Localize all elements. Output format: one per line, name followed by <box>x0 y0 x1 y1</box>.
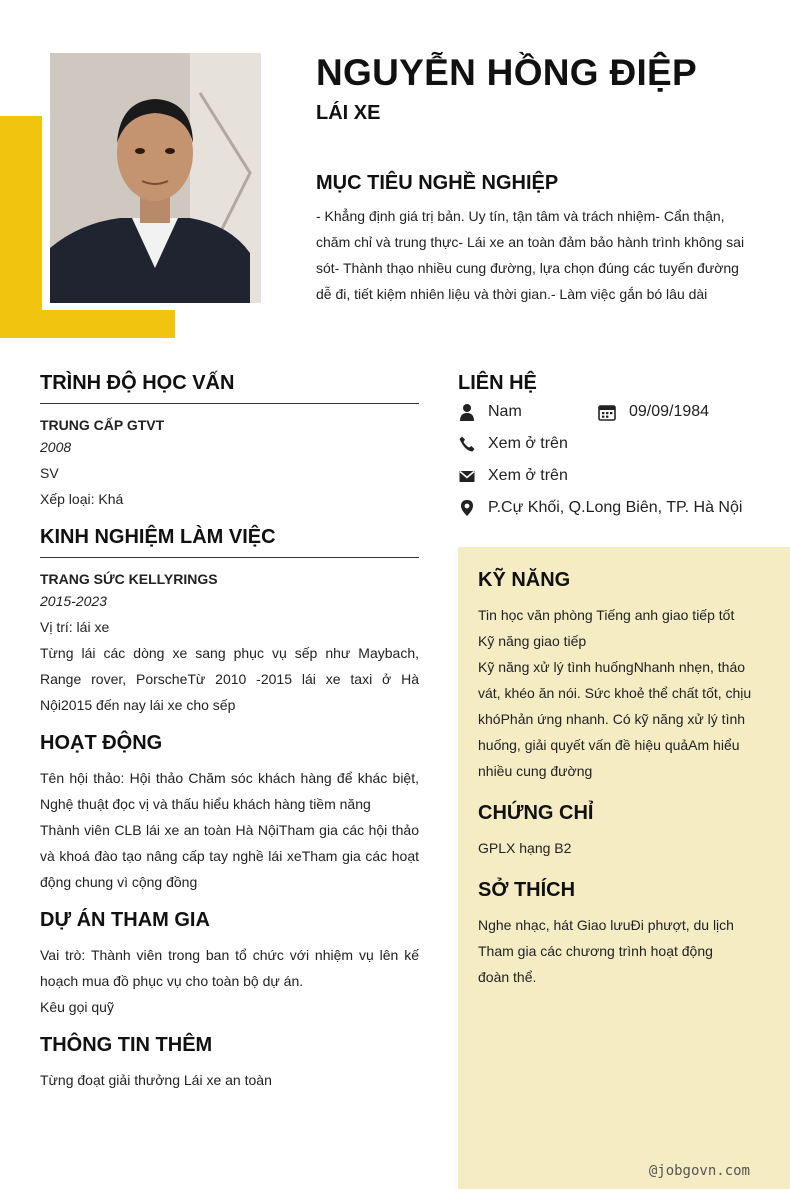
location-pin-icon <box>458 499 476 517</box>
certificate-text: GPLX hạng B2 <box>478 840 572 856</box>
contact-email-row <box>458 465 778 497</box>
phone-icon <box>458 435 476 453</box>
experience-heading: KINH NGHIỆM LÀM VIỆC <box>40 526 419 558</box>
contact-birthday: 09/09/1984 <box>629 403 710 420</box>
education-heading: TRÌNH ĐỘ HỌC VẤN <box>40 372 419 404</box>
project-name: Kêu gọi quỹ <box>40 999 114 1015</box>
profile-photo <box>50 53 261 303</box>
contact-phone-row <box>458 433 778 465</box>
education-rank: Xếp loại: Khá <box>40 491 124 507</box>
skill-line: Kỹ năng xử lý tình huốngNhanh nhẹn, tháo vát, khéo ăn nói. Sức khoẻ thể chất tốt, chịu khóPhản ứng nhanh. Có kỹ năng xử lý tình huống, giải quyết vấn đề hiệu quảAm hiểu nhiều cung đường <box>478 659 752 779</box>
contact-phone[interactable]: Xem ở trên <box>488 435 568 452</box>
objective-heading: MỤC TIÊU NGHỀ NGHIỆP <box>316 172 559 194</box>
activities-section <box>40 732 419 895</box>
additional-text: Từng đoạt giải thưởng Lái xe an toàn <box>40 1072 272 1088</box>
accent-block-left <box>0 116 42 338</box>
calendar-icon <box>598 403 616 421</box>
person-portrait-icon <box>50 53 261 303</box>
contact-gender-row <box>458 401 778 433</box>
education-major: SV <box>40 465 59 481</box>
skills-heading: KỸ NĂNG <box>478 569 571 591</box>
education-year: 2008 <box>40 439 72 455</box>
experience-position: Vị trí: lái xe <box>40 619 110 635</box>
watermark: @jobgovn.com <box>648 1163 750 1179</box>
contact-email[interactable]: Xem ở trên <box>488 467 568 484</box>
activity-item: Tên hội thảo: Hội thảo Chăm sóc khách hàng để khác biệt, Nghệ thuật đọc vị và thấu hiểu khách hàng tiềm năng <box>40 770 419 812</box>
experience-period: 2015-2023 <box>40 593 107 609</box>
left-column <box>40 372 419 1093</box>
additional-heading: THÔNG TIN THÊM <box>40 1034 213 1056</box>
contact-heading: LIÊN HỆ <box>458 372 537 394</box>
project-role: Vai trò: Thành viên trong ban tổ chức với nhiệm vụ lên kế hoạch mua đồ phục vụ cho toàn bộ dự án. <box>40 947 419 989</box>
accent-block-bottom <box>0 310 175 338</box>
experience-company: TRANG SỨC KELLYRINGS <box>40 571 218 587</box>
contact-address: P.Cự Khối, Q.Long Biên, TP. Hà Nội <box>488 499 743 516</box>
job-title: LÁI XE <box>316 102 381 124</box>
experience-description: Từng lái các dòng xe sang phục vụ sếp như Maybach, Range rover, PorscheTừ 2010 -2015 lái xe taxi ở Hà Nội2015 đến nay lái xe cho sếp <box>40 645 419 713</box>
skill-line: Kỹ năng giao tiếp <box>478 633 587 649</box>
activity-item: Thành viên CLB lái xe an toàn Hà NộiTham gia các hội thảo và khoá đào tạo nâng cấp tay nghề lái xeTham gia các hoạt động chung vì cộng đồng <box>40 822 419 890</box>
hobbies-heading: SỞ THÍCH <box>478 879 576 901</box>
objective-text: - Khẳng định giá trị bản. Uy tín, tận tâm và trách nhiệm- Cẩn thận, chăm chỉ và trung thực- Lái xe an toàn đảm bảo hành trình không sai sót- Thành thạo nhiều cung đường, lựa chọn đúng các tuyến đường dễ đi, tiết kiệm nhiên liệu và thời gian.- Làm việc gắn bó lâu dài <box>316 208 745 302</box>
skills-panel <box>458 547 790 1189</box>
activities-heading: HOẠT ĐỘNG <box>40 732 163 754</box>
projects-heading: DỰ ÁN THAM GIA <box>40 909 210 931</box>
education-school: TRUNG CẤP GTVT <box>40 417 165 433</box>
candidate-name: NGUYỄN HỒNG ĐIỆP <box>316 52 698 93</box>
mail-icon <box>458 467 476 485</box>
hobbies-text: Nghe nhạc, hát Giao lưuĐi phượt, du lịch Tham gia các chương trình hoạt động đoàn thể. <box>478 917 734 985</box>
additional-section <box>40 1034 419 1093</box>
contact-gender: Nam <box>488 403 522 420</box>
experience-section <box>40 526 419 718</box>
education-section <box>40 372 419 512</box>
certificates-heading: CHỨNG CHỈ <box>478 802 594 824</box>
contact-address-row <box>458 497 778 529</box>
skill-line: Tin học văn phòng Tiếng anh giao tiếp tốt <box>478 607 735 623</box>
projects-section <box>40 909 419 1020</box>
person-icon <box>458 403 476 421</box>
contact-section <box>458 372 778 529</box>
